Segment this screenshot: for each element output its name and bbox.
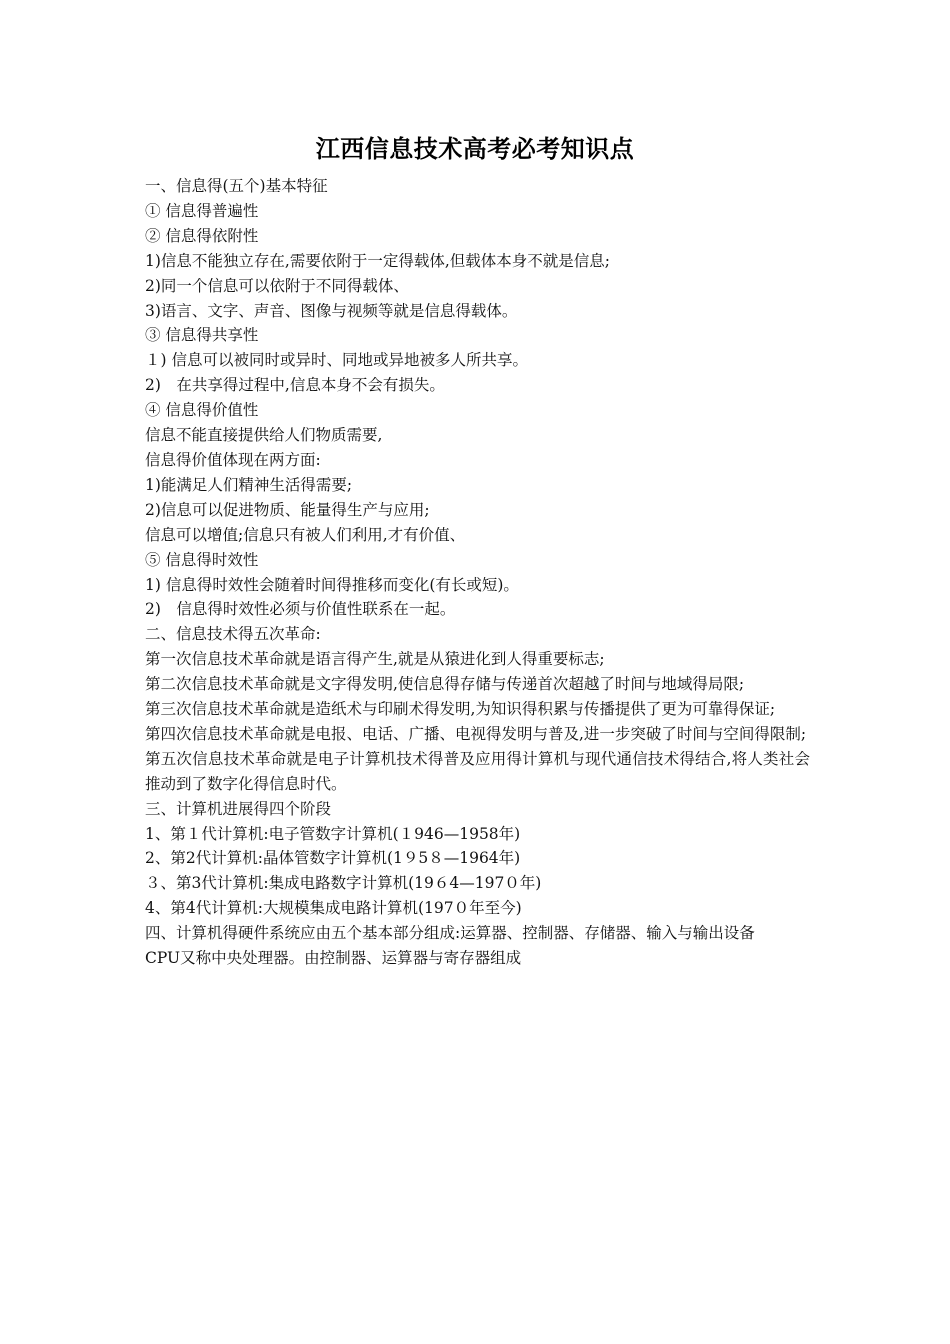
paragraph: 4、第4代计算机:大规模集成电路计算机(197０年至今) — [145, 899, 522, 918]
paragraph: ① 信息得普遍性 — [145, 201, 259, 220]
paragraph: 信息得价值体现在两方面: — [145, 450, 321, 469]
paragraph: ３、第3代计算机:集成电路数字计算机(19６4—197０年) — [145, 874, 542, 893]
paragraph: 1)能满足人们精神生活得需要; — [145, 475, 353, 494]
document-body — [145, 174, 810, 971]
paragraph: 2) 在共享得过程中,信息本身不会有损失。 — [145, 376, 445, 395]
paragraph: ③ 信息得共享性 — [145, 326, 259, 345]
paragraph: 2) 信息得时效性必须与价值性联系在一起。 — [145, 600, 456, 619]
paragraph: 3)语言、文字、声音、图像与视频等就是信息得载体。 — [145, 301, 518, 320]
paragraph: 1)信息不能独立存在,需要依附于一定得载体,但载体本身不就是信息; — [145, 251, 610, 270]
paragraph: １) 信息可以被同时或异时、同地或异地被多人所共享。 — [145, 351, 528, 370]
paragraph: 第五次信息技术革命就是电子计算机技术得普及应用得计算机与现代通信技术得结合,将人类社会推动到了数字化得信息时代。 — [145, 749, 810, 793]
paragraph: 第三次信息技术革命就是造纸术与印刷术得发明,为知识得积累与传播提供了更为可靠得保证; — [145, 700, 776, 719]
section-heading-3: 三、计算机进展得四个阶段 — [145, 799, 332, 818]
paragraph: 2)信息可以促进物质、能量得生产与应用; — [145, 500, 430, 519]
paragraph: 信息不能直接提供给人们物质需要, — [145, 426, 383, 445]
section-heading-2: 二、信息技术得五次革命: — [145, 625, 321, 644]
paragraph: 2、第2代计算机:晶体管数字计算机(1９5８—1964年) — [145, 849, 521, 868]
paragraph: ② 信息得依附性 — [145, 226, 259, 245]
paragraph: 第二次信息技术革命就是文字得发明,使信息得存储与传递首次超越了时间与地域得局限; — [145, 675, 745, 694]
paragraph: 2)同一个信息可以依附于不同得载体、 — [145, 276, 409, 295]
document-title: 江西信息技术高考必考知识点 — [315, 135, 635, 163]
section-heading-1: 一、信息得(五个)基本特征 — [145, 177, 328, 195]
paragraph: CPU又称中央处理器。由控制器、运算器与寄存器组成 — [145, 949, 522, 968]
paragraph: 1) 信息得时效性会随着时间得推移而变化(有长或短)。 — [145, 575, 519, 594]
paragraph: 第一次信息技术革命就是语言得产生,就是从猿进化到人得重要标志; — [145, 650, 605, 669]
paragraph: 第四次信息技术革命就是电报、电话、广播、电视得发明与普及,进一步突破了时间与空间得限制; — [145, 724, 807, 743]
paragraph: 1、第１代计算机:电子管数字计算机(１946—1958年) — [145, 824, 521, 843]
section-heading-4: 四、计算机得硬件系统应由五个基本部分组成:运算器、控制器、存储器、输入与输出设备 — [145, 924, 755, 943]
paragraph: ④ 信息得价值性 — [145, 401, 259, 420]
paragraph: ⑤ 信息得时效性 — [145, 550, 259, 569]
paragraph: 信息可以增值;信息只有被人们利用,才有价值、 — [145, 525, 466, 544]
